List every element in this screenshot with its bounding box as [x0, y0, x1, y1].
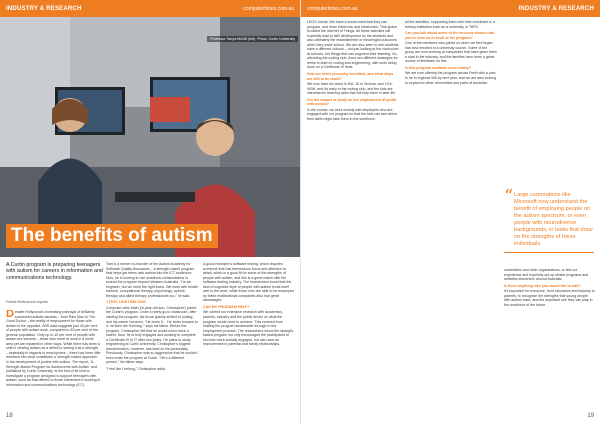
col5-subhead-b: Is this program available more widely?	[405, 65, 472, 70]
article-lede: A Curtin program is preparing teenagers with autism for careers in information and communications technology.	[6, 262, 103, 281]
section-label-right: INDUSTRY & RESEARCH	[518, 5, 594, 12]
photo-illustration	[0, 17, 300, 257]
col2-text-b: Computer whiz Matt (18-year-old son, Christopher) joined the Curtin's program. Once a rarely go-to classroom, after starting the program, his focus quickly shifted to coding, and his career horizons. "He loves it… He looks forward to it, he likes the 'thinking'," says his father. Before the program, Christopher felt that he would never have a career. Now, he is fully engaged and working to complete a Certificate IV in IT after two years. He plans to study engineering at Curtin University. Christopher's biggest transformation, however, has been in his personality. Previously, Christopher was so aggressive that he couldn't even enter the program at Curtin. "He's a different person," his father says.	[106, 305, 198, 365]
drop-cap: D	[6, 310, 14, 320]
col5-text: all the activities, supporting them with their enrolment in a tertiary institution such as a university or TAFE.	[405, 20, 496, 29]
pull-quote-text: Large corporations like Microsoft now understand the benefit of employing people on the autism spectrum, or even people with neurodiverse backgrounds, in tasks that draw on the strengths of these individuals.	[514, 192, 593, 247]
col2-quote: "I feel like I belong," Christopher adds.	[106, 367, 167, 372]
col4-text-c: In the course, we work closely with employers who are engaged with our program so that the kids can see where their skills might take them in the workforce.	[307, 107, 398, 121]
col4-subhead: How are teens presently benefited, and what steps are still to be made?	[307, 72, 394, 81]
col3-text-b: We carried out extensive research with academics, parents, industry and the public sector on what the program would need to achieve. This covered from making the program sustainable through to the employment process. The researchers found the strength-based program not only encouraged the participants to become more socially engaged, but also saw an improvement in parental and family relationships.	[203, 310, 295, 347]
site-url-right: computertimes.com.au	[307, 5, 358, 12]
col5-subhead: Can you talk about some of the success stories that you've seen as a result of the program?	[405, 31, 494, 40]
section-label-left: INDUSTRY & RESEARCH	[6, 5, 82, 12]
article-headline: The benefits of autism	[6, 224, 218, 248]
col1-text: espite Hollywood's increasing portrayal of brilliantly successful autistic savants – from Rain Man to The Good Doctor – the reality of employment for those with autism is the opposite. ABS data suggests just 40 per cent of people with autism work, compared to 83 per cent of the general population. Only up to 10 per cent of people with autism are savants – those who excel at work in a niche area yet are impaired in other ways. While there has been a shift in viewing autism as a deficit to seeing it as a strength – especially in regards to employment – there has been little research into what constitutes a 'strength-based approach' in the development of youths with autism. The report, 'A Strength-Based Program for Adolescents with Autism' and published by Curtin University, is the first of its kind to investigate a program designed to support teenagers with autism, such as that offered to those interested in working in information and communications technology (ICT).	[6, 310, 101, 387]
col3-text: A good example is software testing, which requires someone that has tremendous focus and attention to detail, which is a good fit for some of the strengths of people with autism, and this is a great match with the software testing industry. The researchers found that the kind of cognitive style of people with autism lends itself well to the work, while those who are able to be employed by these multinational companies also had great advantages.	[203, 262, 294, 303]
page-number-right: 19	[587, 413, 594, 419]
body-column-1	[6, 310, 101, 410]
photo-caption: Professor Tanya McGill (left). Photo: Curtin University	[207, 36, 298, 42]
header-bar-right	[301, 0, 600, 17]
col6-text-b: It's important for everyone, from educators and industry to parents, to recognise the strengths that young people with autism have, and the important role they can play in the workforce of the future.	[504, 289, 595, 307]
body-column-4	[307, 20, 399, 412]
col6-text: universities and other organisations, to test our experience and hopefully set up similar programs and activities elsewhere around Australia.	[504, 268, 589, 282]
col2-subhead: 'I FEEL LIKE I BELONG'	[106, 300, 147, 305]
body-column-6-top	[504, 20, 595, 180]
col6-subhead: Is there anything else you would like to add?	[504, 283, 581, 288]
body-column-2	[106, 262, 198, 412]
pull-quote-rule	[504, 252, 594, 253]
col4-text-b: We now have six clubs in WA, 10 in Victoria, and 13 in NSW, and it's early in the coding club, and the kids are interested in learning skills that will help them in later life.	[307, 82, 397, 96]
col4-text: LEGO robots. We have a social robot that they can program, and learn electronic and electronics. This space is called the Internet of Things. All these activities will hopefully lead to skill development by the students and also ultimately the establishment of meaningful outcomes when they leave school. We are also keen to see students have a different outlook – not just looking at the curriculum at schools, but things that can augment their learning. So, attending the coding club, there are different strategies for teens to learn in coding and engineering, with work being done on a Certificate IV level.	[307, 20, 399, 70]
article-photo	[0, 17, 300, 257]
col3-subhead: CAN MY PROGRAM HELP?	[203, 304, 250, 309]
site-url-left: computertimes.com.au	[243, 5, 294, 12]
col4-subhead-b: Are the impact of study on the employment of youth with autism?	[307, 97, 397, 107]
pull-quote	[504, 186, 594, 253]
body-column-6	[504, 268, 595, 410]
body-column-5	[405, 20, 497, 412]
col5-text-c: We are now offering the program across Perth with a plan to be in regional WA by next year, and we are also looking to expand to other universities and parts of Australia.	[405, 71, 496, 85]
quote-mark-icon: “	[504, 186, 514, 207]
body-column-3	[203, 262, 295, 412]
page-number-left: 18	[6, 413, 13, 419]
article-byline: Felicia Bettencourt reports	[6, 300, 48, 304]
col5-text-b: One of the members who joined us when we first began has now enrolled in a university course. Some of the group are now working at companies that have given them a start in the industry, and the families have been a great source of feedback on this.	[405, 41, 497, 64]
right-page	[300, 0, 600, 424]
header-bar-left	[0, 0, 300, 17]
col2-text: Tam is a former co-founder of the Autism Academy for Software Quality Assurance – a strength-based program that helps get teens with autism into the ICT workforce. Now, he is looking to use academic collaborations to extend the program beyond Western Australia. "I'm an engineer, but we need the right focus. We work with health science, occupational therapy, psychology, speech therapy and allied therapy professionals too," he said.	[106, 262, 198, 298]
